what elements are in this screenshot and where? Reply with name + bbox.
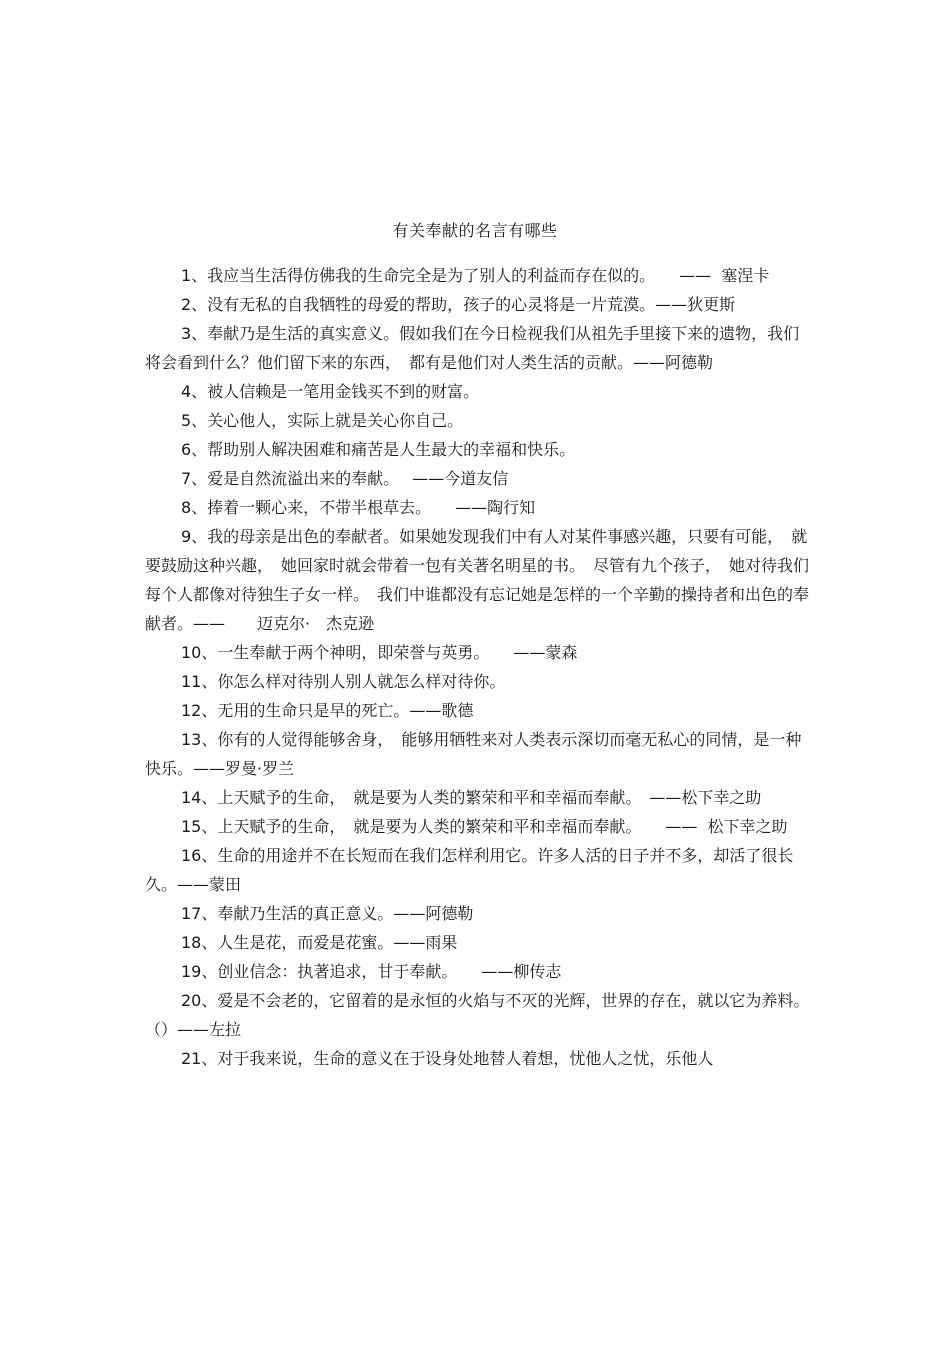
quote-item: 14、上天赋予的生命， 就是要为人类的繁荣和平和幸福而奉献。 ——松下幸之助	[181, 788, 762, 807]
quote-item: 4、被人信赖是一笔用金钱买不到的财富。	[181, 382, 480, 401]
quote-item: 9、我的母亲是出色的奉献者。如果她发现我们中有人对某件事感兴趣，只要有可能， 就要鼓励这种兴趣， 她回家时就会带着一包有关著名明星的书。 尽管有九个孩子， 她对待我们每个人都像对待独生子女一样。 我们中谁都没有忘记她是怎样的一个辛勤的操持者和出色的奉献者。—— 迈克尔· 杰克逊	[145, 527, 810, 633]
quote-item: 2、没有无私的自我牺牲的母爱的帮助，孩子的心灵将是一片荒漠。——狄更斯	[181, 295, 736, 314]
quote-item: 3、奉献乃是生活的真实意义。假如我们在今日检视我们从祖先手里接下来的遗物，我们将会看到什么？他们留下来的东西， 都有是他们对人类生活的贡献。——阿德勒	[145, 324, 800, 372]
quote-item: 6、帮助别人解决困难和痛苦是人生最大的幸福和快乐。	[181, 440, 576, 459]
quote-list	[145, 261, 810, 1073]
quote-item: 11、你怎么样对待别人别人就怎么样对待你。	[181, 672, 506, 691]
page-title: 有关奉献的名言有哪些	[392, 221, 558, 240]
quote-item: 18、人生是花，而爱是花蜜。——雨果	[181, 933, 458, 952]
quote-item: 19、创业信念：执著追求，甘于奉献。 ——柳传志	[181, 962, 562, 981]
quote-item: 16、生命的用途并不在长短而在我们怎样利用它。许多人活的日子并不多，却活了很长久。——蒙田	[145, 846, 794, 894]
quote-item: 12、无用的生命只是早的死亡。——歌德	[181, 701, 474, 720]
quote-item: 20、爱是不会老的，它留着的是永恒的火焰与不灭的光辉，世界的存在，就以它为养料。（）——左拉	[145, 991, 810, 1039]
quote-item: 10、一生奉献于两个神明，即荣誉与英勇。 ——蒙森	[181, 643, 578, 662]
quote-item: 13、你有的人觉得能够舍身， 能够用牺牲来对人类表示深切而毫无私心的同情，是一种快乐。——罗曼·罗兰	[145, 730, 802, 778]
quote-item: 8、捧着一颗心来，不带半根草去。 ——陶行知	[181, 498, 536, 517]
quote-item: 5、关心他人，实际上就是关心你自己。	[181, 411, 464, 430]
quote-item: 21、对于我来说，生命的意义在于设身处地替人着想，忧他人之忧，乐他人	[181, 1049, 714, 1068]
quote-item: 15、上天赋予的生命， 就是要为人类的繁荣和平和幸福而奉献。 —— 松下幸之助	[181, 817, 788, 836]
quote-item: 1、我应当生活得仿佛我的生命完全是为了别人的利益而存在似的。 —— 塞涅卡	[181, 266, 770, 285]
quote-item: 7、爱是自然流溢出来的奉献。 ——今道友信	[181, 469, 509, 488]
quote-item: 17、奉献乃生活的真正意义。——阿德勒	[181, 904, 474, 923]
